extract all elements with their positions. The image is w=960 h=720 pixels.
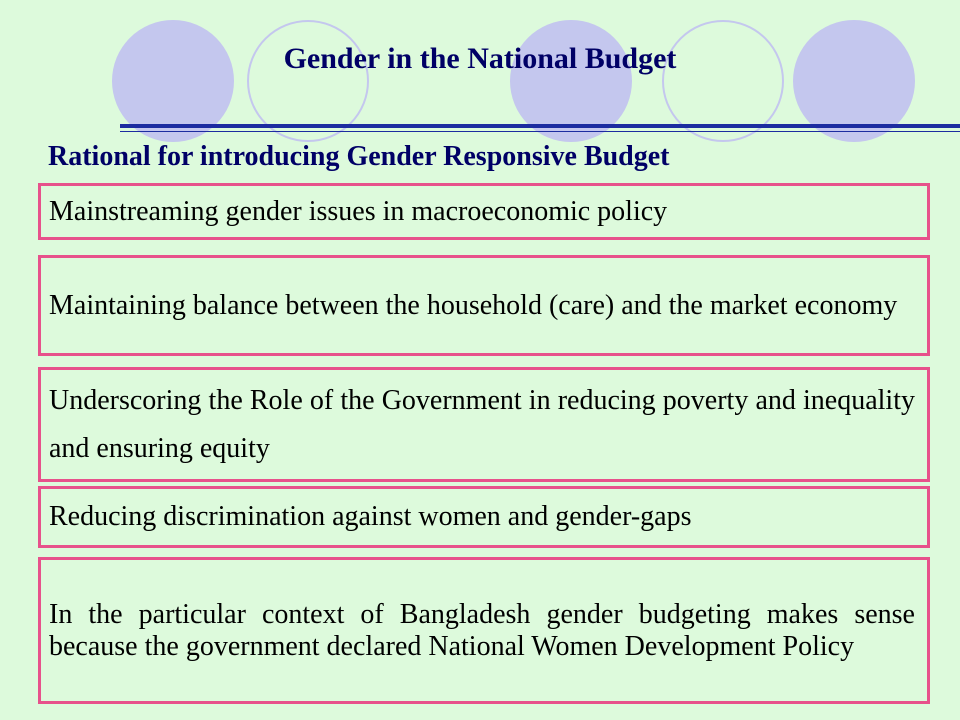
point-text: Mainstreaming gender issues in macroeconomic policy [49, 195, 668, 227]
point-box [38, 183, 930, 240]
point-text: Maintaining balance between the household (care) and the market economy [49, 289, 898, 321]
title-divider-thin [120, 131, 960, 132]
point-text: Reducing discrimination against women and gender-gaps [49, 501, 692, 532]
point-box [38, 255, 930, 356]
point-text: Underscoring the Role of the Government in reducing poverty and inequality and ensuring equity [49, 384, 915, 464]
point-box [38, 486, 930, 548]
title-divider [120, 124, 960, 128]
slide-subtitle: Rational for introducing Gender Responsive Budget [48, 141, 670, 172]
point-box [38, 367, 930, 482]
point-text: In the particular context of Bangladesh gender budgeting makes sense because the government declared National Women Development Policy [49, 598, 915, 662]
point-box [38, 557, 930, 704]
slide-title: Gender in the National Budget [283, 42, 677, 75]
